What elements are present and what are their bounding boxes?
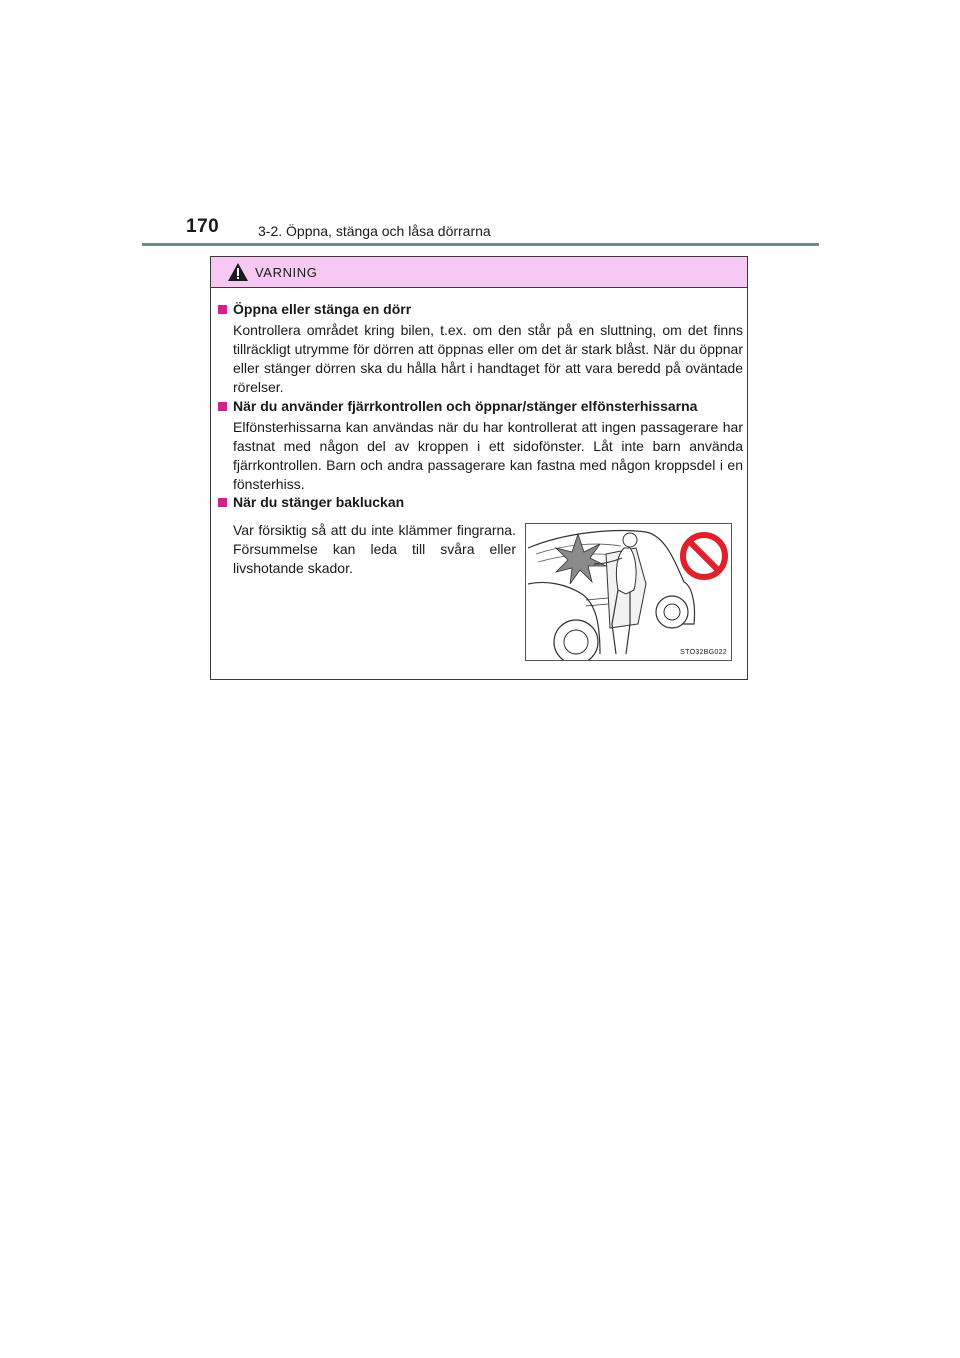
- section-body: Var försiktig så att du inte klämmer fingrarna. Försummelse kan leda till svåra eller livshotande skador.: [233, 522, 516, 576]
- section-heading: [217, 397, 743, 415]
- warning-box: [210, 256, 748, 680]
- figure-code: STO32BG022: [680, 649, 727, 656]
- prohibition-icon: [683, 535, 725, 577]
- section-heading: [217, 300, 743, 318]
- section-body: Elfönsterhissarna kan användas när du har kontrollerat att ingen passagerare har fastnat med någon del av kroppen i ett sidofönster. Låt inte barn använda fjärrkontrollen. Barn och andra passagerare kan fastna med någon kroppsdel i en fönsterhiss.: [233, 419, 743, 492]
- tailgate-pinch-illustration: [526, 524, 731, 660]
- warning-section-3: [217, 493, 743, 511]
- bullet-square: [218, 402, 227, 411]
- warning-section-2: [217, 397, 743, 494]
- warning-header: [211, 257, 747, 288]
- bullet-square: [218, 498, 227, 507]
- section-heading-text: Öppna eller stänga en dörr: [233, 301, 412, 317]
- section-heading: [217, 493, 743, 511]
- section-heading-text: När du använder fjärrkontrollen och öppnar/stänger elfönsterhissarna: [233, 398, 698, 414]
- header-rule: [142, 243, 819, 246]
- section-body: Kontrollera området kring bilen, t.ex. om den står på en sluttning, om det finns tillräckligt utrymme för dörren att öppnas eller om det är stark blåst. När du öppnar eller stänger dörren ska du hålla hårt i handtaget för att vara beredd på oväntade rörelser.: [233, 322, 743, 395]
- warning-section-1: [217, 300, 743, 397]
- page-number: 170: [186, 216, 220, 237]
- illustration: [525, 523, 732, 661]
- warning-label: VARNING: [255, 264, 318, 280]
- section-heading-text: När du stänger bakluckan: [233, 494, 405, 510]
- bullet-square: [218, 305, 227, 314]
- section-title: 3-2. Öppna, stänga och låsa dörrarna: [258, 223, 491, 239]
- warning-triangle-icon: [227, 262, 249, 282]
